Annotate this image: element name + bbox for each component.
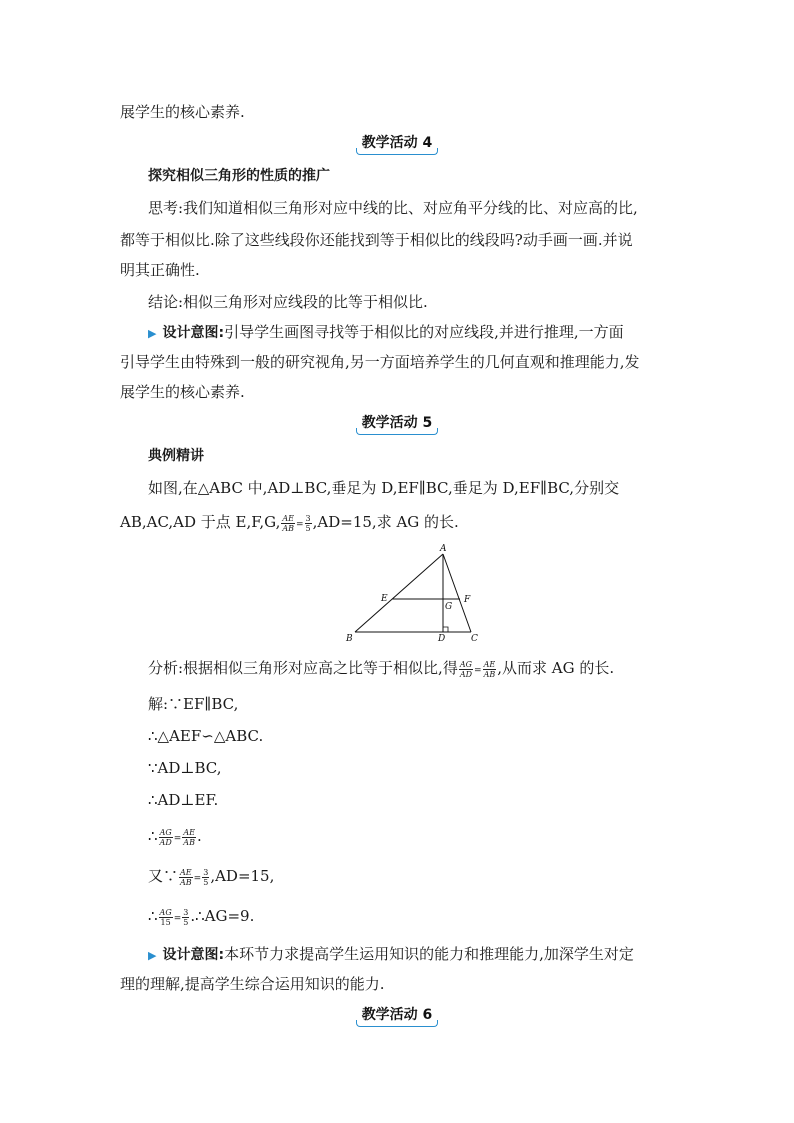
triangle-bullet-icon: ▶	[148, 949, 157, 962]
label-b: B	[346, 634, 353, 644]
subtitle: 探究相似三角形的性质的推广	[148, 168, 330, 184]
solution-line: ∴ $\frac{AG}{15}$ = $\frac{3}{5}$ .∴AG=9.	[148, 907, 255, 927]
design-text: 引导学生画图寻找等于相似比的对应线段,并进行推理,一方面	[224, 323, 624, 341]
paragraph-line: 都等于相似比.除了这些线段你还能找到等于相似比的线段吗?动手画一画.并说	[120, 231, 633, 249]
fraction: $\frac{AE}{AB}$	[183, 827, 195, 847]
side-ab	[355, 554, 443, 632]
design-label: 设计意图:	[162, 325, 225, 341]
analysis-line: 分析:根据相似三角形对应高之比等于相似比,得 $\frac{AG}{AD}$ = $\frac{AE}{AB}$ ,从而求 AG 的长.	[148, 659, 615, 679]
fraction: $\frac{AG}{AD}$	[159, 827, 172, 847]
design-text: 本环节力求提高学生运用知识的能力和推理能力,加深学生对定	[224, 945, 634, 963]
design-note	[148, 320, 676, 346]
subtitle: 典例精讲	[148, 448, 204, 464]
solution-line: ∴ $\frac{AG}{AD}$ = $\frac{AE}{AB}$ .	[148, 827, 202, 847]
problem-text: ,AD=15,求 AG 的长.	[312, 513, 459, 531]
heading-activity-4: 教学活动 4	[356, 132, 439, 155]
label-a: A	[440, 544, 447, 554]
paragraph-line: 明其正确性.	[120, 261, 200, 279]
design-label: 设计意图:	[162, 947, 225, 963]
paragraph-line: 引导学生由特殊到一般的研究视角,另一方面培养学生的几何直观和推理能力,发	[120, 353, 640, 371]
section-heading	[0, 412, 794, 435]
fraction: $\frac{AG}{AD}$	[459, 659, 473, 679]
fraction: $\frac{AE}{AB}$	[483, 659, 496, 679]
right-angle-mark	[443, 627, 448, 632]
fraction: $\frac{3}{5}$	[203, 867, 209, 887]
conclusion: 结论:相似三角形对应线段的比等于相似比.	[148, 293, 428, 311]
label-g: G	[445, 602, 453, 612]
paragraph-line: 思考:我们知道相似三角形对应中线的比、对应角平分线的比、对应高的比,	[148, 199, 638, 217]
section-heading	[0, 132, 794, 155]
triangle-figure	[340, 542, 490, 648]
label-e: E	[381, 594, 388, 604]
fraction: $\frac{3}{5}$	[183, 907, 189, 927]
fraction: $\frac{AE}{AB}$	[180, 867, 192, 887]
problem-line: 如图,在△ABC 中,AD⊥BC,垂足为 D,EF∥BC,垂足为 D,EF∥BC,分别交	[148, 479, 620, 497]
problem-line: AB,AC,AD 于点 E,F,G, $\frac{AE}{AB}$ = $\frac{3}{5}$ ,AD=15,求 AG 的长.	[120, 513, 459, 533]
solution-line: 解:∵EF∥BC,	[148, 695, 239, 713]
analysis-text: ,从而求 AG 的长.	[497, 659, 615, 677]
paragraph-line: 理的理解,提高学生综合运用知识的能力.	[120, 975, 385, 993]
heading-activity-5: 教学活动 5	[356, 412, 439, 435]
text-line: 展学生的核心素养.	[120, 103, 245, 121]
side-ac	[443, 554, 471, 632]
label-d: D	[438, 634, 446, 644]
solution-line: ∴AD⊥EF.	[148, 791, 219, 809]
label-f: F	[464, 595, 471, 605]
section-heading	[0, 1004, 794, 1027]
design-note	[148, 942, 676, 968]
fraction: $\frac{AG}{15}$	[159, 907, 172, 927]
solution-line: ∴△AEF∽△ABC.	[148, 727, 264, 745]
paragraph-line: 展学生的核心素养.	[120, 383, 245, 401]
fraction: $\frac{3}{5}$	[305, 513, 311, 533]
problem-text: AB,AC,AD 于点 E,F,G,	[120, 513, 281, 531]
analysis-text: 分析:根据相似三角形对应高之比等于相似比,得	[148, 659, 458, 677]
heading-activity-6: 教学活动 6	[356, 1004, 439, 1027]
fraction: $\frac{AE}{AB}$	[282, 513, 294, 533]
label-c: C	[471, 634, 478, 644]
solution-line: 又∵ $\frac{AE}{AB}$ = $\frac{3}{5}$ ,AD=15,	[148, 867, 275, 887]
triangle-bullet-icon: ▶	[148, 327, 157, 340]
solution-line: ∵AD⊥BC,	[148, 759, 222, 777]
